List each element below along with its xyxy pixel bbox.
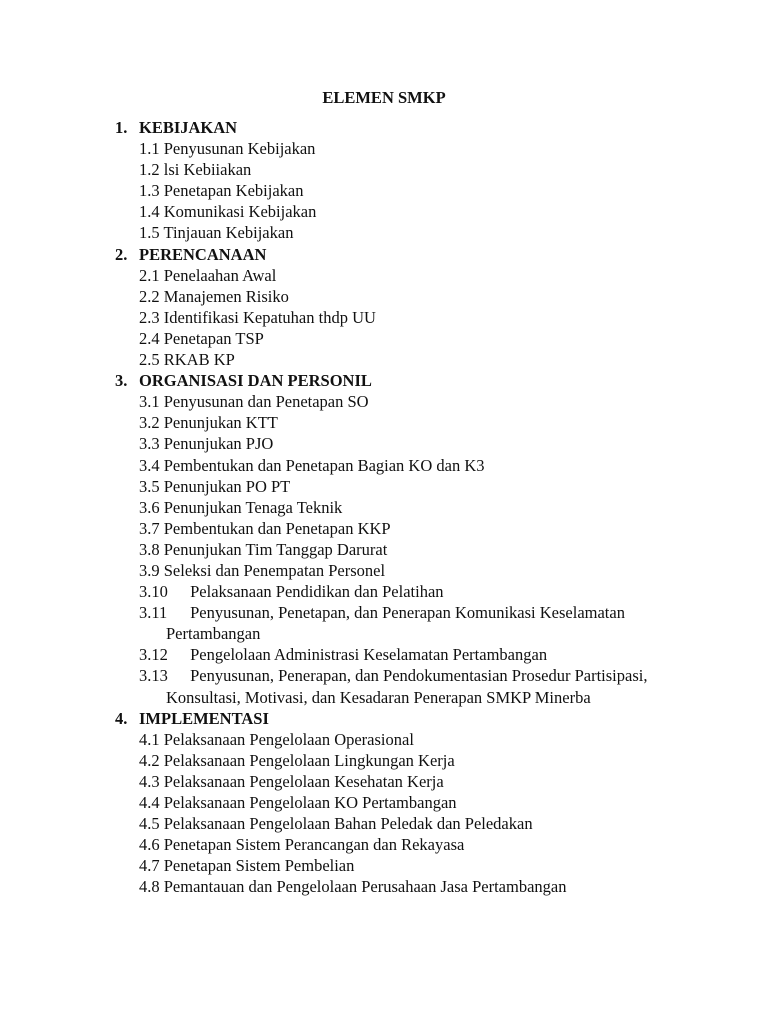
sub-item-text: Tinjauan Kebijakan xyxy=(163,223,294,243)
sub-item-number: 2.3 xyxy=(139,307,160,327)
section-heading xyxy=(115,244,675,265)
section-heading xyxy=(115,370,675,391)
sub-item xyxy=(139,349,675,370)
section xyxy=(115,370,675,708)
sub-item-text: Penetapan Sistem Pembelian xyxy=(163,856,355,876)
sub-item xyxy=(139,328,675,349)
sub-item xyxy=(139,201,675,222)
sub-item-number: 4.6 xyxy=(139,835,160,855)
sub-item-text: Penunjukan Tenaga Teknik xyxy=(163,497,343,517)
sub-item-number: 3.7 xyxy=(139,518,160,538)
sub-item xyxy=(139,876,675,897)
sub-item-text: Seleksi dan Penempatan Personel xyxy=(163,560,386,580)
sub-item-text: Komunikasi Kebijakan xyxy=(163,202,317,222)
sub-item-text: Pembentukan dan Penetapan Bagian KO dan K3 xyxy=(163,455,485,475)
sub-item-text: Pengelolaan Administrasi Keselamatan Pertambangan xyxy=(190,645,548,665)
section-heading xyxy=(115,708,675,729)
sub-item xyxy=(139,834,675,855)
sub-item xyxy=(139,307,675,328)
sub-item-number: 3.13 xyxy=(139,666,168,686)
section-number: 4. xyxy=(115,708,128,728)
sub-item-text: Pelaksanaan Pengelolaan Bahan Peledak dan Peledakan xyxy=(163,814,533,834)
sub-item xyxy=(139,581,675,602)
element-list xyxy=(115,117,675,897)
sub-item-text: Manajemen Risiko xyxy=(163,286,289,306)
sub-item xyxy=(139,180,675,201)
sub-item xyxy=(139,518,675,539)
sub-item-number: 1.3 xyxy=(139,181,160,201)
sub-item-text: Penyusunan, Penerapan, dan Pendokumentasian Prosedur Partisipasi, Konsultasi, Motivasi, dan Kesadaran Penerapan SMKP Minerba xyxy=(166,666,648,707)
sub-item-text: Penyusunan dan Penetapan SO xyxy=(163,392,369,412)
sub-item-text: Pelaksanaan Pengelolaan Kesehatan Kerja xyxy=(163,771,444,791)
sub-item-number: 3.11 xyxy=(139,603,168,623)
sub-item xyxy=(139,665,675,707)
section xyxy=(115,244,675,371)
sub-item-text: Penetapan Sistem Perancangan dan Rekayasa xyxy=(163,835,465,855)
sub-item-number: 3.5 xyxy=(139,476,160,496)
section xyxy=(115,117,675,244)
sub-item-text: Pelaksanaan Pengelolaan KO Pertambangan xyxy=(163,793,457,812)
section xyxy=(115,708,675,898)
section-number: 3. xyxy=(115,371,128,391)
section-number: 1. xyxy=(115,118,128,137)
sub-item-number: 3.8 xyxy=(139,539,160,559)
sub-item xyxy=(139,771,675,792)
sub-item xyxy=(139,159,675,180)
section-title: ORGANISASI DAN PERSONIL xyxy=(139,371,372,391)
sub-item-number: 2.4 xyxy=(139,328,160,348)
sub-item-number: 3.9 xyxy=(139,560,160,580)
sub-item xyxy=(139,265,675,286)
sub-item-number: 3.4 xyxy=(139,455,160,475)
sub-item xyxy=(139,750,675,771)
section-title: IMPLEMENTASI xyxy=(139,708,269,728)
section-title: PERENCANAAN xyxy=(139,244,267,264)
sub-item-text: Penyusunan Kebijakan xyxy=(163,139,316,159)
sub-item-text: Pelaksanaan Pendidikan dan Pelatihan xyxy=(190,582,444,602)
sub-item-number: 4.8 xyxy=(139,877,160,897)
sub-item xyxy=(139,391,675,412)
section-number: 2. xyxy=(115,244,128,264)
sub-item-number: 3.12 xyxy=(139,645,168,665)
sub-item-number: 1.5 xyxy=(139,223,160,243)
sub-item xyxy=(139,560,675,581)
sub-item xyxy=(139,539,675,560)
sub-item-number: 1.4 xyxy=(139,202,160,222)
sub-item-number: 4.1 xyxy=(139,729,160,749)
sub-item-number: 1.1 xyxy=(139,139,160,159)
sub-item-number: 4.2 xyxy=(139,750,160,770)
sub-item-text: Pembentukan dan Penetapan KKP xyxy=(163,518,391,538)
sub-item xyxy=(139,497,675,518)
sub-item-number: 3.3 xyxy=(139,434,160,454)
sub-item-number: 4.5 xyxy=(139,814,160,834)
sub-item-number: 2.5 xyxy=(139,350,160,370)
sub-item-text: Identifikasi Kepatuhan thdp UU xyxy=(163,307,376,327)
sub-item-number: 1.2 xyxy=(139,160,160,180)
sub-item-text: RKAB KP xyxy=(163,350,235,370)
sub-item-text: Penelaahan Awal xyxy=(163,265,277,285)
sub-item xyxy=(139,455,675,476)
sub-item-text: Pelaksanaan Pengelolaan Operasional xyxy=(163,729,414,749)
sub-item xyxy=(139,138,675,159)
sub-item xyxy=(139,792,675,813)
sub-item-number: 3.6 xyxy=(139,497,160,517)
section-title: KEBIJAKAN xyxy=(139,118,238,137)
sub-item-text: Penetapan TSP xyxy=(163,328,264,348)
sub-item-number: 3.1 xyxy=(139,392,160,412)
sub-item xyxy=(139,855,675,876)
sub-item-number: 4.4 xyxy=(139,793,160,812)
sub-item xyxy=(139,602,675,644)
sub-item-text: Penunjukan Tim Tanggap Darurat xyxy=(163,539,388,559)
sub-item xyxy=(139,412,675,433)
sub-item-text: Pemantauan dan Pengelolaan Perusahaan Jasa Pertambangan xyxy=(163,877,567,897)
sub-item xyxy=(139,286,675,307)
sub-item xyxy=(139,813,675,834)
sub-item-text: Pelaksanaan Pengelolaan Lingkungan Kerja xyxy=(163,750,455,770)
sub-item xyxy=(139,729,675,750)
sub-item-number: 2.1 xyxy=(139,265,160,285)
sub-item-text: lsi Kebiiakan xyxy=(163,160,252,180)
sub-item xyxy=(139,433,675,454)
sub-item-number: 4.7 xyxy=(139,856,160,876)
sub-item-text: Penyusunan, Penetapan, dan Penerapan Komunikasi Keselamatan Pertambangan xyxy=(166,603,625,644)
sub-item-text: Penunjukan PO PT xyxy=(163,476,291,496)
sub-item-text: Penetapan Kebijakan xyxy=(163,181,304,201)
sub-item-number: 3.2 xyxy=(139,413,160,433)
sub-item-number: 3.10 xyxy=(139,582,168,602)
sub-item-number: 2.2 xyxy=(139,286,160,306)
sub-item-number: 4.3 xyxy=(139,771,160,791)
sub-item-text: Penunjukan PJO xyxy=(163,434,274,454)
sub-item xyxy=(139,222,675,243)
document-title: ELEMEN SMKP xyxy=(322,88,446,107)
sub-item xyxy=(139,476,675,497)
sub-item xyxy=(139,644,675,665)
sub-item-text: Penunjukan KTT xyxy=(163,413,278,433)
section-heading xyxy=(115,117,675,138)
